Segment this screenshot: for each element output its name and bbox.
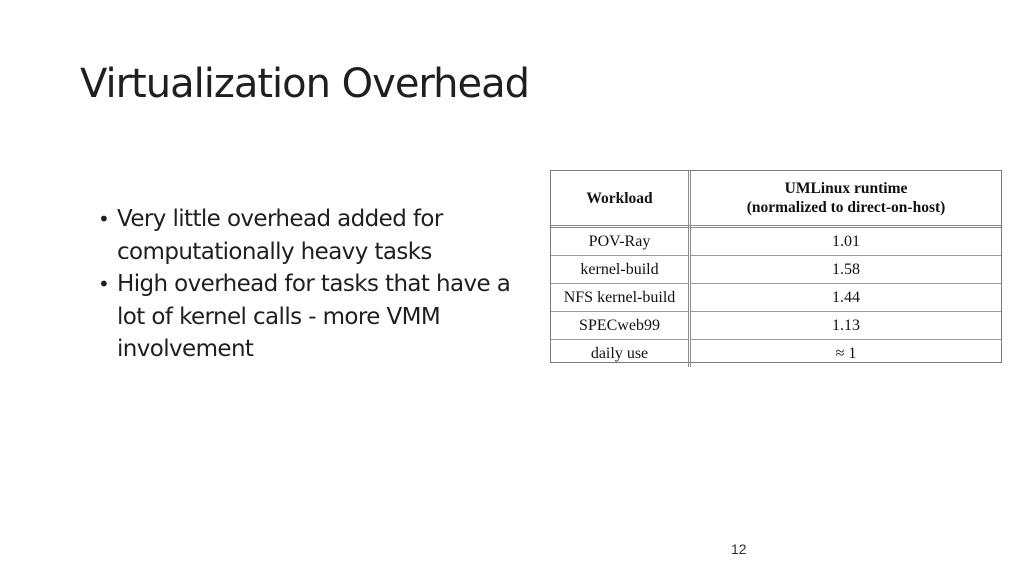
cell-runtime: ≈ 1	[835, 344, 857, 362]
cell-workload: SPECweb99	[551, 312, 690, 340]
cell-workload: NFS kernel-build	[551, 284, 690, 312]
cell-runtime: 1.01	[690, 227, 1002, 256]
table-row	[551, 284, 1001, 312]
header-runtime	[690, 171, 1002, 227]
header-workload: Workload	[551, 171, 690, 227]
cell-runtime: 1.58	[690, 256, 1002, 284]
page-number: 12	[731, 541, 747, 557]
bullet-dot-icon: •	[98, 207, 110, 231]
overhead-table	[551, 171, 1001, 367]
bullet-text: Very little overhead added for computationally heavy tasks	[117, 206, 443, 265]
table-row	[551, 312, 1001, 340]
cell-workload: kernel-build	[551, 256, 690, 284]
header-runtime-line1: UMLinux runtime	[784, 180, 908, 197]
bullet-text: High overhead for tasks that have a lot of kernel calls - more VMM involvement	[117, 271, 511, 362]
table-row	[551, 340, 1001, 368]
cell-workload: POV-Ray	[551, 227, 690, 256]
cell-runtime: 1.13	[690, 312, 1002, 340]
bullet-item	[98, 268, 518, 366]
table-header-row	[551, 171, 1001, 227]
bullet-item	[98, 203, 518, 268]
bullet-list	[98, 203, 518, 366]
overhead-table-frame	[550, 170, 1002, 363]
bullet-dot-icon: •	[98, 272, 110, 296]
cell-workload: daily use	[551, 340, 690, 368]
slide-title: Virtualization Overhead	[80, 61, 530, 107]
header-runtime-line2: (normalized to direct-on-host)	[746, 199, 946, 216]
cell-runtime: 1.44	[690, 284, 1002, 312]
table-row	[551, 227, 1001, 256]
table-row	[551, 256, 1001, 284]
